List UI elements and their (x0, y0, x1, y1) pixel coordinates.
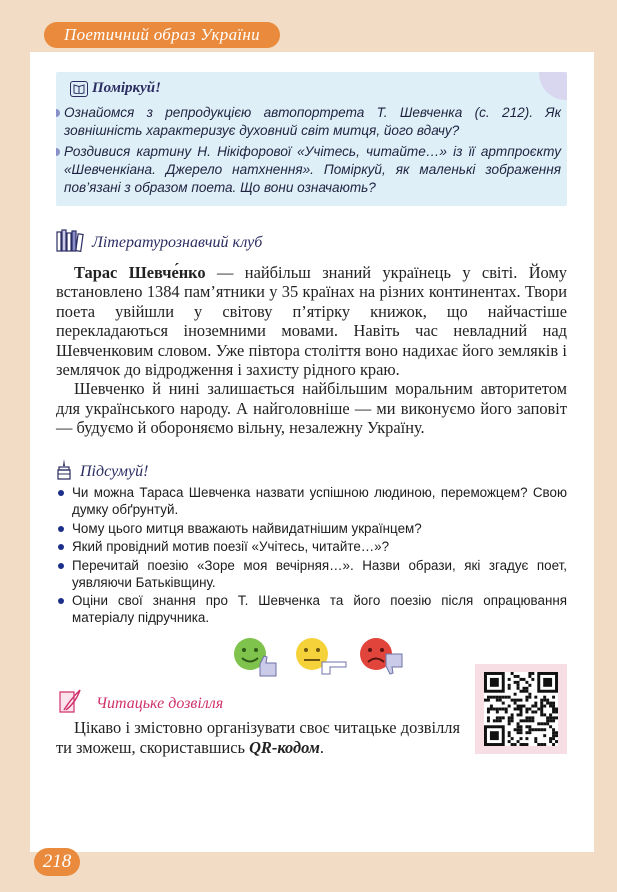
qr-code[interactable] (475, 664, 567, 754)
section-title: Поетичний образ України (44, 22, 280, 48)
summary-item-text: Який провідний мотив поезії «Учітесь, читайте…»? (72, 539, 390, 554)
ornament-left (0, 52, 30, 852)
qr-code-icon (484, 672, 558, 746)
summary-list (56, 484, 567, 628)
club-paragraph (56, 263, 567, 379)
sad-face-thumbs-down-icon (360, 638, 402, 674)
reading-title: Читацьке дозвілля (96, 694, 224, 712)
think-item-text: Роздивися картину Н. Нікіфорової «Учітесь, читайте…» із її артпроєкту «Шевченкіана. Джерело натхнення». Поміркуй, як маленькі зображення пов’язані з образом поета. Що вони означають? (64, 144, 561, 195)
book-icon (70, 81, 88, 97)
reading-text-before: Цікаво і змістовно організувати своє читацьке дозвілля ти зможеш, скориставшись (56, 718, 460, 757)
self-assessment-faces (230, 632, 420, 680)
smiley-thumbs-up-icon (234, 638, 276, 676)
club-text (56, 263, 567, 438)
think-list (56, 104, 561, 200)
ornament-bottom (0, 852, 617, 892)
reading-header (56, 688, 223, 719)
summary-item (56, 484, 567, 518)
summary-item (56, 538, 567, 555)
qr-term: QR-кодом (249, 737, 320, 757)
summary-item-text: Оціни свої знання про Т. Шевченка та його поезію після опрацювання матеріалу підручника. (72, 593, 567, 625)
think-item-text: Ознайомся з репродукцією автопортрета Т. Шевченка (с. 212). Як зовнішність характеризує духовний світ митця, його вдачу? (64, 105, 561, 138)
summary-item (56, 592, 567, 626)
page-number: 218 (34, 848, 80, 876)
reading-text (56, 718, 460, 758)
think-box (56, 72, 567, 206)
summary-item (56, 557, 567, 591)
club-header (56, 228, 262, 257)
summary-item-text: Чи можна Тараса Шевченка назвати успішною людиною, переможцем? Свою думку обґрунтуй. (72, 485, 567, 517)
books-icon (56, 228, 84, 257)
neutral-face-pointing-icon (296, 638, 346, 674)
club-paragraph: Шевченко й нині залишається найбільшим моральним авторитетом для українського народу. А найголовніше — ми виконуємо його заповіт — будуємо й обороняємо вільну, незалежну Україну. (56, 379, 567, 438)
bullet-dot (56, 148, 60, 156)
think-header (70, 80, 161, 97)
bold-name: Тарас Шевче́нко (74, 263, 206, 282)
summary-title: Підсумуй! (80, 462, 149, 480)
bullet-dot (58, 598, 64, 604)
summary-header (56, 458, 148, 485)
ornament-right (594, 52, 617, 852)
paragraph-text: — найбільш знаний українець у світі. Йому встановлено 1384 пам’ятники у 35 країнах на різних континентах. Твори поета увійшли у світову п’ятірку книжок, що найчастіше перекладаються іноземними мовами. Навіть час невладний над Шевченковим словом. Уже півтора століття воно надихає його земляків і землячок до відродження і захисту рідного краю. (56, 263, 567, 380)
bullet-dot (58, 563, 64, 569)
summary-item (56, 520, 567, 537)
think-item (56, 104, 561, 140)
reading-paragraph (56, 718, 460, 758)
bullet-dot (58, 490, 64, 496)
inkwell-icon (56, 458, 72, 485)
feather-icon (56, 688, 82, 719)
think-title: Поміркуй! (92, 80, 161, 96)
summary-item-text: Перечитай поезію «Зоре моя вечірняя…». Назви образи, які згадує поет, уявляючи Батьківщину. (72, 557, 567, 590)
summary-item-text: Чому цього митця вважають найвидатнішим українцем? (72, 520, 422, 536)
bullet-dot (56, 109, 60, 117)
bullet-dot (58, 526, 64, 532)
reading-text-after: . (319, 737, 325, 757)
think-item (56, 143, 561, 197)
think-box-corner (539, 72, 567, 100)
bullet-dot (58, 544, 64, 550)
club-title: Літературознавчий клуб (92, 233, 263, 251)
